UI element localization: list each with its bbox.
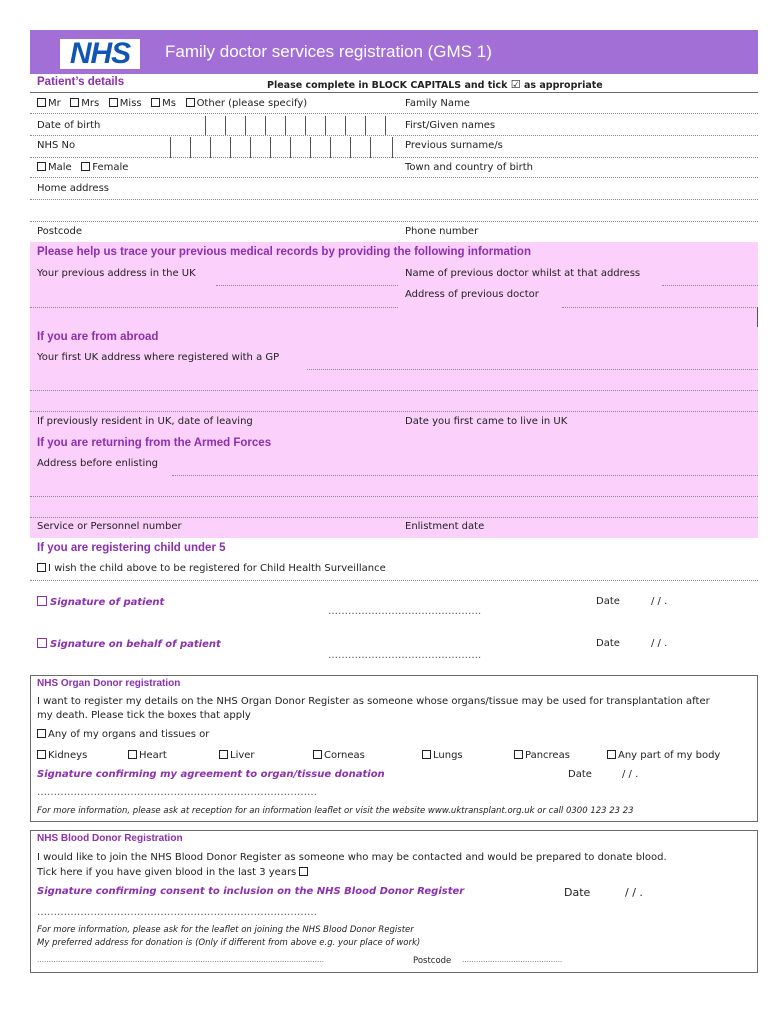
sex-options [37,162,128,173]
signature-behalf-line[interactable]: ………………………………………. [328,650,482,661]
first-names-label: First/Given names [405,120,496,131]
checkbox-icon [151,98,160,107]
checkbox-icon [186,98,195,107]
child-heading: If you are registering child under 5 [37,542,226,554]
checkbox-icon [81,162,90,171]
checkbox-icon [37,162,46,171]
organ-intro-2: my death. Please tick the boxes that apply [37,710,251,721]
organ-intro-1: I want to register my details on the NHS Organ Donor Register as someone whose organs/tissue may be used for transplantation after [37,696,710,707]
checkbox-icon [37,596,47,606]
signature-behalf-date-label: Date [596,638,620,649]
organ-signature-label: Signature confirming my agreement to organ/tissue donation [37,769,385,780]
blood-signature-label: Signature confirming consent to inclusion on the NHS Blood Donor Register [37,886,465,897]
blood-info-2: My preferred address for donation is (Only if different from above e.g. your place of work) [37,938,421,948]
organ-any-part[interactable]: Any part of my body [607,750,720,761]
signature-patient-date-label: Date [596,596,620,607]
trace-heading: Please help us trace your previous medical records by providing the following information [37,246,531,258]
blood-info-1: For more information, please ask for the leaflet on joining the NHS Blood Donor Register [37,925,414,935]
sex-male[interactable]: Male [37,162,72,173]
signature-patient[interactable]: Signature of patient [37,596,164,608]
blood-signature-line[interactable]: ………………………………………………………………………… [37,907,317,918]
checkbox-icon [37,98,46,107]
organ-date-label: Date [568,769,592,780]
blood-postcode-line[interactable]: ……………………………………. [462,956,563,964]
instruction-text: Please complete in BLOCK CAPITALS and tick ☑ as appropriate [267,78,603,91]
blood-address-line[interactable]: …………………………………………………………………………………………………………… [37,956,324,964]
prev-doctor-label: Name of previous doctor whilst at that address [405,268,641,279]
title-miss[interactable]: Miss [109,98,142,109]
previous-surnames-label: Previous surname/s [405,140,503,151]
prev-doctor-address-label: Address of previous doctor [405,289,539,300]
organ-info: For more information, please ask at reception for an information leaflet or visit the website www.uktransplant.org.uk or call 0300 123 23 23 [37,806,634,816]
blood-tick-option[interactable]: Tick here if you have given blood in the last 3 years [37,867,310,878]
signature-behalf-date-field[interactable]: / / . [651,638,668,649]
title-ms[interactable]: Ms [151,98,176,109]
blood-postcode-label: Postcode [413,956,452,966]
prev-address-label: Your previous address in the UK [37,268,196,279]
nhs-no-label: NHS No [37,140,76,151]
nhs-logo: NHS [60,39,140,69]
blood-date-label: Date [564,886,591,899]
organ-date-field[interactable]: / / . [622,769,639,780]
checkbox-icon [109,98,118,107]
checkbox-icon [219,750,228,759]
checkbox-icon [313,750,322,759]
armed-forces-heading: If you are returning from the Armed Forces [37,437,272,449]
checkbox-icon [128,750,137,759]
title-options [37,98,307,109]
organ-kidneys[interactable]: Kidneys [37,750,87,761]
organ-any-option[interactable]: Any of my organs and tissues or [37,729,209,740]
date-leaving-label: If previously resident in UK, date of leaving [37,416,253,427]
abroad-heading: If you are from abroad [37,331,159,343]
title-other[interactable]: Other (please specify) [186,98,308,109]
family-name-label: Family Name [405,98,470,109]
organ-pancreas[interactable]: Pancreas [514,750,570,761]
blood-date-field[interactable]: / / . [625,886,643,899]
patient-details-heading: Patient’s details [37,76,125,88]
home-address-label: Home address [37,183,109,194]
checkbox-icon [70,98,79,107]
tick-box-icon: ☑ [510,78,521,91]
dob-label: Date of birth [37,120,101,131]
address-before-label: Address before enlisting [37,458,159,469]
date-came-label: Date you first came to live in UK [405,416,568,427]
checkbox-icon[interactable] [37,563,46,572]
title-mrs[interactable]: Mrs [70,98,99,109]
checkbox-icon [514,750,523,759]
organ-corneas[interactable]: Corneas [313,750,365,761]
checkbox-icon [37,638,47,648]
postcode-label: Postcode [37,226,83,237]
blood-intro: I would like to join the NHS Blood Donor Register as someone who may be contacted and would be prepared to donate blood. [37,852,667,863]
organ-signature-line[interactable]: ………………………………………………………………………… [37,787,317,798]
checkbox-icon [422,750,431,759]
enlist-date-label: Enlistment date [405,521,485,532]
signature-patient-date-field[interactable]: / / . [651,596,668,607]
checkbox-icon[interactable] [299,867,308,876]
first-uk-address-label: Your first UK address where registered with a GP [37,352,280,363]
service-no-label: Service or Personnel number [37,521,182,532]
title-mr[interactable]: Mr [37,98,61,109]
page-title: Family doctor services registration (GMS 1) [165,42,492,61]
organ-liver[interactable]: Liver [219,750,255,761]
organ-donor-heading: NHS Organ Donor registration [37,678,181,689]
signature-behalf[interactable]: Signature on behalf of patient [37,638,221,650]
town-country-label: Town and country of birth [405,162,533,173]
sex-female[interactable]: Female [81,162,128,173]
signature-patient-line[interactable]: ………………………………………. [328,606,482,617]
blood-donor-heading: NHS Blood Donor Registration [37,833,183,844]
checkbox-icon [37,729,46,738]
checkbox-icon [607,750,616,759]
checkbox-icon [37,750,46,759]
phone-label: Phone number [405,226,479,237]
organ-lungs[interactable]: Lungs [422,750,463,761]
organ-heart[interactable]: Heart [128,750,167,761]
child-surveillance-option[interactable]: I wish the child above to be registered for Child Health Surveillance [37,563,386,574]
